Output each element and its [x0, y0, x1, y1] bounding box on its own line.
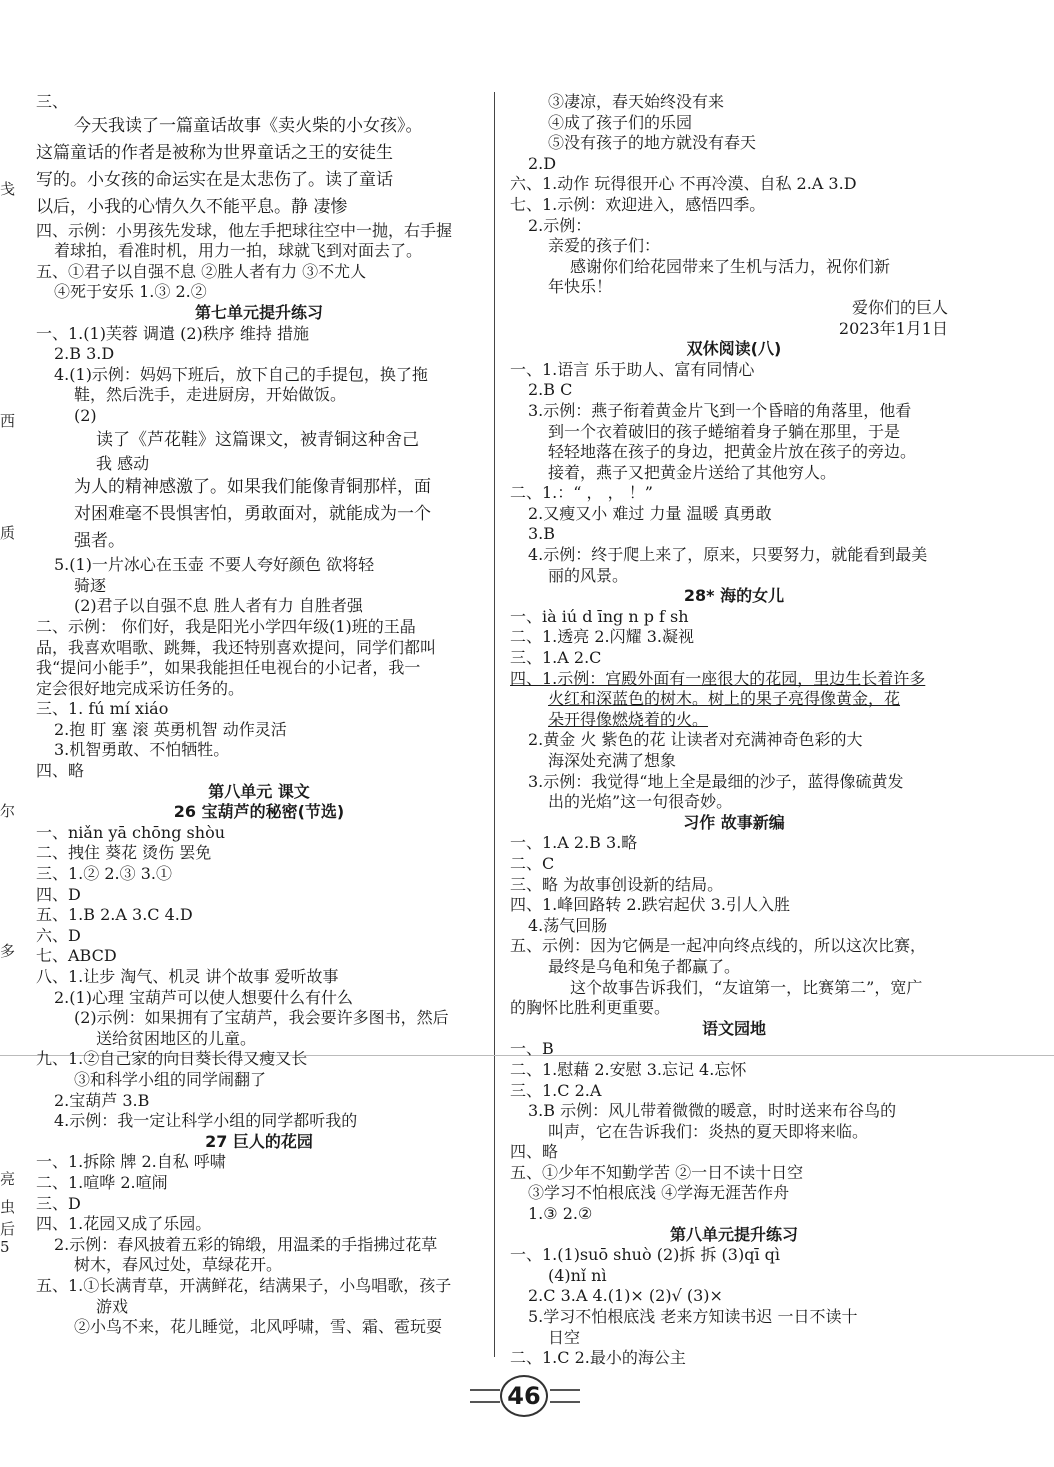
answer-line: 四、1.花园又成了乐园。	[36, 1214, 212, 1234]
answer-line: 骑逐	[74, 575, 107, 595]
answer-line: 三、1. fú mí xiáo	[36, 699, 169, 719]
section-heading: 第七单元提升练习	[194, 302, 323, 322]
answer-line: 一、1.拆除 牌 2.自私 呼啸	[36, 1152, 226, 1172]
edge-fragment: 尔	[0, 802, 16, 820]
answer-line: 感谢你们给花园带来了生机与活力，祝你们新	[570, 256, 891, 276]
answer-line: 4.示例：我一定让科学小组的同学都听我的	[54, 1111, 358, 1131]
answer-line: 四、略	[36, 761, 85, 781]
answer-line: 我 感动	[96, 453, 150, 473]
answer-line: 八、1.让步 淘气、机灵 讲个故事 爱听故事	[36, 967, 339, 986]
answer-line: 5.学习不怕根底浅 老来方知读书迟 一日不读十	[528, 1307, 858, 1327]
answer-line: 品，我喜欢唱歌、跳舞，我还特别喜欢提问，同学们都叫	[36, 637, 437, 657]
answer-line: ②小鸟不来，花儿睡觉，北风呼啸，雪、霜、雹玩耍	[74, 1317, 443, 1337]
answer-line: 三、1.A 2.C	[510, 648, 602, 668]
answer-line: 3.示例：我觉得“地上全是最细的沙子，蓝得像硫黄发	[528, 771, 904, 791]
answer-line: 树木，春风过处，草绿花开。	[74, 1255, 283, 1275]
answer-line: (4)nǐ nì	[548, 1265, 607, 1285]
answer-line: 亲爱的孩子们：	[548, 236, 661, 256]
answer-line: 五、①君子以自强不息 ②胜人者有力 ③不尤人	[36, 261, 367, 281]
answer-line: 朵开得像燃烧着的火。	[548, 709, 709, 729]
edge-fragment: 虫	[0, 1198, 16, 1216]
answer-line: 定会很好地完成采访任务的。	[36, 678, 245, 698]
section-heading: 习作 故事新编	[683, 812, 785, 832]
section-heading: 26 宝葫芦的秘密(节选)	[173, 802, 345, 822]
answer-line: 4.荡气回肠	[528, 915, 608, 935]
answer-line: 三、D	[36, 1193, 81, 1213]
answer-line: 四、D	[36, 884, 81, 904]
answer-line: 2.黄金 火 紫色的花 让读者对充满神奇色彩的大	[528, 730, 863, 750]
answer-line: 二、1.C 2.最小的海公主	[510, 1348, 686, 1368]
column-divider	[494, 92, 495, 1357]
answer-line: 五、1.B 2.A 3.C 4.D	[36, 905, 193, 925]
section-heading: 第八单元 课文	[208, 781, 310, 801]
answer-line: 最终是乌龟和兔子都赢了。	[548, 956, 741, 976]
answer-line: 二、C	[510, 853, 555, 873]
answer-line: 海深处充满了想象	[548, 751, 677, 770]
answer-line: 2.宝葫芦 3.B	[54, 1090, 150, 1110]
answer-line: 为人的精神感激了。如果我们能像青铜那样，面	[74, 477, 431, 498]
answer-line: 2.D	[528, 153, 557, 173]
answer-line: 今天我读了一篇童话故事《卖火柴的小女孩》。	[74, 115, 423, 136]
edge-fragment: 后	[0, 1220, 16, 1238]
answer-line: 一、1.语言 乐于助人、富有同情心	[510, 359, 755, 379]
answer-line: 四、1.示例：宫殿外面有一座很大的花园，里边生长着许多	[510, 668, 926, 688]
answer-line: 二、拽住 葵花 烫伤 罢免	[36, 843, 212, 863]
answer-line: 七、1.示例：欢迎进入，感悟四季。	[510, 194, 766, 214]
answer-line: 对困难毫不畏惧害怕，勇敢面对，就能成为一个	[74, 504, 431, 525]
answer-line: 叫声，它在告诉我们：炎热的夏天即将来临。	[548, 1121, 869, 1141]
answer-line: 强者。	[74, 531, 125, 552]
answer-line: 九、1.②自己家的向日葵长得又瘦又长	[36, 1049, 308, 1069]
answer-line: 写的。小女孩的命运实在是太悲伤了。读了童话	[36, 169, 393, 190]
answer-line: 接着，燕子又把黄金片送给了其他穷人。	[548, 462, 837, 482]
edge-fragment: 戋	[0, 180, 16, 198]
edge-fragment: 亮	[0, 1170, 16, 1188]
answer-line: 2.B C	[528, 380, 573, 400]
answer-line: 火红和深蓝色的树木。树上的果子亮得像黄金，花	[548, 689, 901, 709]
answer-line: 1.③ 2.②	[528, 1204, 593, 1224]
answer-line: 这篇童话的作者是被称为世界童话之王的安徒生	[36, 142, 393, 163]
left-column	[36, 92, 482, 1338]
answer-line: 五、①少年不知勤学苦 ②一日不读十日空	[510, 1162, 804, 1182]
right-column	[510, 92, 958, 1369]
answer-line: 5.(1)一片冰心在玉壶 不要人夸好颜色 欲将轻	[54, 555, 375, 575]
section-heading: 27 巨人的花园	[205, 1131, 313, 1151]
answer-line: 一、ià iú d īng n p f sh	[510, 606, 689, 626]
answer-line: 爱你们的巨人	[851, 297, 948, 317]
answer-line: 3.B 示例：风儿带着微微的暖意，时时送来布谷鸟的	[528, 1101, 897, 1121]
answer-line: 2.抱 盯 塞 滚 英勇机智 动作灵活	[54, 719, 287, 739]
answer-line: 五、示例：因为它俩是一起冲向终点线的，所以这次比赛，	[510, 936, 927, 956]
answer-line: ④成了孩子们的乐园	[548, 112, 693, 132]
answer-line: 出的光焰”这一句很奇妙。	[548, 792, 733, 812]
answer-line: 鞋，然后洗手，走进厨房，开始做饭。	[74, 385, 347, 405]
badge-right-ornament	[550, 1389, 580, 1403]
edge-fragment: 西	[0, 412, 16, 430]
page-number: 46	[500, 1375, 548, 1417]
answer-line: 2.示例：	[528, 215, 592, 235]
answer-line: 七、ABCD	[36, 946, 117, 966]
answer-line: 二、1.喧哗 2.喧闹	[36, 1172, 168, 1192]
badge-left-ornament	[470, 1389, 500, 1403]
answer-line: 一、niǎn yā chōng shòu	[36, 822, 226, 842]
answer-line: 六、1.动作 玩得很开心 不再冷漠、自私 2.A 3.D	[510, 174, 857, 194]
answer-line: 一、1.A 2.B 3.略	[510, 833, 638, 853]
section-heading: 28* 海的女儿	[683, 586, 785, 606]
answer-line: 三、	[36, 92, 69, 111]
answer-line: 2.C 3.A 4.(1)× (2)√ (3)×	[528, 1286, 723, 1306]
answer-line: 六、D	[36, 925, 81, 945]
answer-line: 日空	[548, 1327, 581, 1347]
answer-line: 三、1.C 2.A	[510, 1080, 602, 1100]
answer-line: 2.示例：春风披着五彩的锦缎，用温柔的手指拂过花草	[54, 1234, 438, 1254]
section-heading: 第八单元提升练习	[669, 1224, 798, 1244]
edge-fragment: 多	[0, 942, 16, 960]
answer-line: 二、1.透亮 2.闪耀 3.凝视	[510, 627, 694, 647]
answer-line: 二、1.慰藉 2.安慰 3.忘记 4.忘怀	[510, 1059, 747, 1079]
answer-line: 2023年1月1日	[838, 318, 948, 338]
answer-line: ③学习不怕根底浅 ④学海无涯苦作舟	[528, 1183, 790, 1203]
answer-line: (2)示例：如果拥有了宝葫芦，我会要许多图书，然后	[74, 1008, 449, 1028]
answer-line: ③和科学小组的同学闹翻了	[74, 1069, 267, 1089]
answer-line: 我“提问小能手”，如果我能担任电视台的小记者，我一	[36, 658, 421, 678]
answer-line: 2.(1)心理 宝葫芦可以使人想要什么有什么	[54, 987, 354, 1007]
answer-line: 3.示例：燕子衔着黄金片飞到一个昏暗的角落里，他看	[528, 400, 912, 420]
answer-line: 一、1.(1)suō shuò (2)拆 拆 (3)qī qì	[510, 1245, 781, 1265]
answer-line: 4.示例：终于爬上来了，原来，只要努力，就能看到最美	[528, 545, 928, 565]
answer-line: 四、略	[510, 1142, 559, 1162]
answer-line: (2)	[74, 405, 97, 425]
answer-line: 丽的风景。	[548, 565, 629, 585]
answer-line: 的胸怀比胜利更重要。	[510, 998, 671, 1018]
answer-line: 二、1.：“ ， ， ！”	[510, 483, 653, 503]
answer-line: 年快乐！	[548, 277, 613, 297]
answer-line: 4.(1)示例：妈妈下班后，放下自己的手提包，换了拖	[54, 364, 428, 384]
answer-line: 三、1.② 2.③ 3.①	[36, 864, 172, 884]
answer-line: 送给贫困地区的儿童。	[96, 1028, 257, 1048]
answer-line: 3.B	[528, 524, 556, 544]
answer-line: 游戏	[96, 1296, 129, 1316]
answer-line: 3.机智勇敢、不怕牺牲。	[54, 740, 230, 760]
answer-line: 一、1.(1)芙蓉 调遣 (2)秩序 维持 措施	[36, 323, 309, 343]
answer-line: 四、示例：小男孩先发球，他左手把球往空中一抛，右手握	[36, 220, 453, 240]
answer-line: 读了《芦花鞋》这篇课文，被青铜这种舍己	[96, 429, 419, 450]
answer-line: ④死于安乐 1.③ 2.②	[54, 282, 207, 302]
answer-line: 2.又瘦又小 难过 力量 温暖 真勇敢	[528, 503, 772, 523]
answer-line: 三、略 为故事创设新的结局。	[510, 874, 724, 894]
answer-line: 2.B 3.D	[54, 344, 115, 364]
section-heading: 语文园地	[701, 1018, 766, 1038]
answer-line: 一、B	[510, 1039, 554, 1059]
edge-fragment: 质	[0, 524, 16, 542]
answer-line: 到一个衣着破旧的孩子蜷缩着身子躺在那里，于是	[548, 421, 901, 441]
answer-line: 轻轻地落在孩子的身边，把黄金片放在孩子的旁边。	[548, 442, 917, 462]
page-number-badge	[470, 1375, 580, 1417]
answer-line: 着球拍，看准时机，用力一拍，球就飞到对面去了。	[54, 241, 423, 261]
answer-line: ⑤没有孩子的地方就没有春天	[548, 133, 757, 153]
answer-line: ③凄凉，春天始终没有来	[548, 92, 725, 111]
answer-line: 以后，小我的心情久久不能平息。静 凄惨	[36, 196, 348, 217]
edge-fragment: 5	[0, 1238, 10, 1256]
answer-line: 这个故事告诉我们，“友谊第一，比赛第二”，宽广	[570, 977, 923, 997]
answer-line: (2)君子以自强不息 胜人者有力 自胜者强	[74, 596, 363, 616]
answer-line: 四、1.峰回路转 2.跌宕起伏 3.引人入胜	[510, 895, 790, 915]
answer-line: 五、1.①长满青草，开满鲜花，结满果子，小鸟唱歌，孩子	[36, 1275, 452, 1295]
answer-line: 二、示例： 你们好，我是阳光小学四年级(1)班的王晶	[36, 616, 416, 636]
section-heading: 双休阅读(八)	[686, 339, 782, 359]
